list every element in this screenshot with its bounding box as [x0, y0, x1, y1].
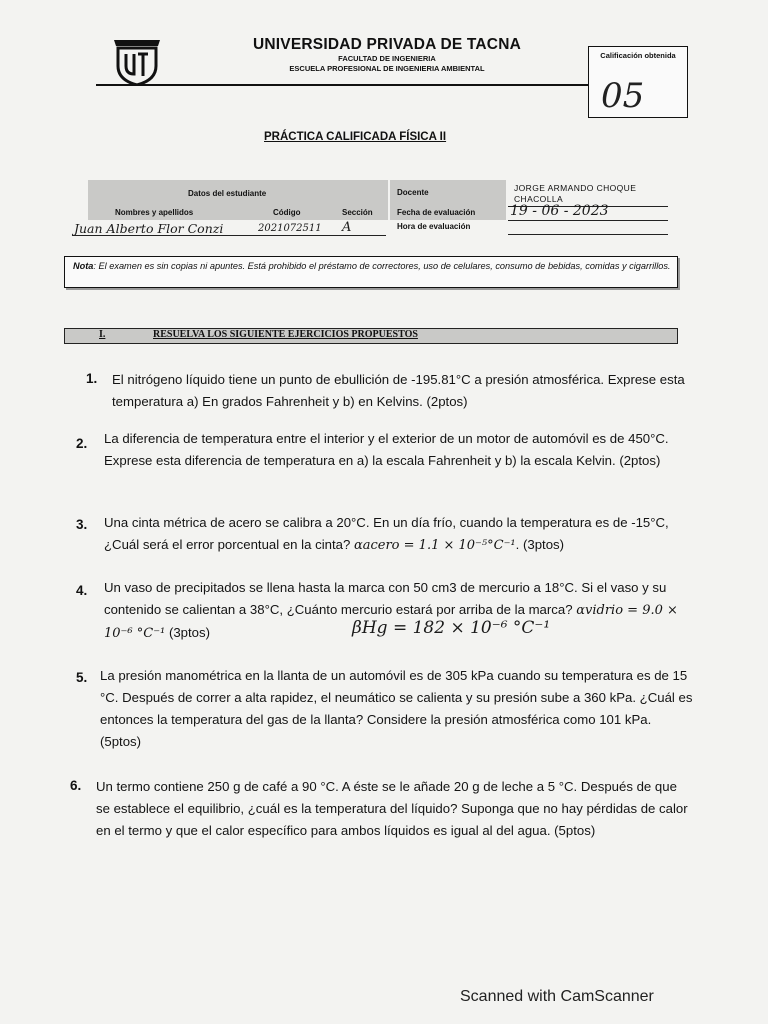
page-title: PRÁCTICA CALIFICADA FÍSICA II: [264, 131, 447, 143]
question-3: [104, 512, 696, 557]
exam-note: [64, 256, 678, 288]
question-text: La presión manométrica en la llanta de un automóvil es de 305 kPa cuando su temperatura es de 15 °C. Después de correr a alta rapidez, el neumático se calienta y su presión sube a 360 kPa. ¿Cuál es entonces la temperatura del gas de la llanta? Considere la presión atmosférica como 101 kPa. (5ptos): [100, 668, 693, 749]
grade-label: Calificación obtenida: [600, 51, 676, 60]
student-name-value: Juan Alberto Flor Conzi: [74, 221, 224, 236]
teacher-label: Docente: [397, 188, 429, 197]
note-text: : El examen es sin copias ni apuntes. Está prohibido el préstamo de correctores, uso de celulares, consumo de bebidas, comidas y cigarrillos.: [93, 261, 671, 271]
section-label: Sección: [342, 208, 373, 217]
student-section-value: A: [342, 220, 352, 235]
faculty-name: FACULTAD DE INGENIERIA: [338, 54, 436, 63]
table-line: [508, 220, 668, 221]
question-text: El nitrógeno líquido tiene un punto de ebullición de -195.81°C a presión atmosférica. Exprese esta temperatura a) En grados Fahrenheit y b) en Kelvins. (2ptos): [112, 372, 685, 409]
question-text: Una cinta métrica de acero se calibra a 20°C. En un día frío, cuando la temperatura es de -15°C, ¿Cuál será el error porcentual en la cinta?: [104, 515, 669, 552]
question-number: 1.: [86, 371, 98, 386]
question-points: . (3ptos): [515, 537, 565, 552]
eval-time-label: Hora de evaluación: [397, 222, 471, 231]
code-label: Código: [273, 208, 301, 217]
eval-date-label: Fecha de evaluación: [397, 208, 476, 217]
question-points: (3ptos): [165, 625, 210, 640]
section-header: [64, 328, 678, 344]
question-text: Un vaso de precipitados se llena hasta la marca con 50 cm3 de mercurio a 18°C. Si el vaso y su contenido se calientan a 38°C, ¿Cuánto mercurio estará por arriba de la marca?: [104, 580, 667, 617]
question-number: 5.: [76, 670, 88, 685]
section-number: I.: [99, 329, 106, 340]
question-formula: αvidrio = 9.0 × 10⁻⁶ °C⁻¹: [104, 603, 678, 641]
question-text: Un termo contiene 250 g de café a 90 °C. A éste se le añade 20 g de leche a 5 °C. Después de que se establece el equilibrio, ¿cuál es la temperatura del líquido? Suponga que no hay pérdidas de calor en el termo y que el calor específico para ambos líquidos es igual al del agua. (5ptos): [96, 779, 688, 838]
question-number: 4.: [76, 583, 88, 598]
university-logo-icon: [108, 36, 166, 86]
names-label: Nombres y apellidos: [115, 208, 194, 217]
table-line: [508, 234, 668, 235]
student-data-label: Datos del estudiante: [188, 189, 267, 198]
scanner-watermark: Scanned with CamScanner: [460, 988, 654, 1005]
grade-score: [597, 73, 677, 113]
student-code-value: 2021072511: [258, 223, 322, 234]
note-label: Nota: [73, 261, 94, 271]
teacher-value: JORGE ARMANDO CHOQUE CHACOLLA: [514, 183, 637, 204]
header-divider: [96, 84, 588, 86]
eval-date-value: 19 - 06 - 2023: [510, 203, 609, 219]
question-formula: αacero = 1.1 × 10⁻⁵°C⁻¹: [353, 538, 516, 553]
section-title: RESUELVA LOS SIGUIENTE EJERCICIOS PROPUESTOS: [153, 329, 418, 340]
table-line: [72, 235, 386, 236]
university-name: UNIVERSIDAD PRIVADA DE TACNA: [253, 36, 521, 53]
question-text: La diferencia de temperatura entre el interior y el exterior de un motor de automóvil es de 450°C. Exprese esta diferencia de temperatura en a) la escala Fahrenheit y b) la escala Kelvin. (2ptos): [104, 431, 669, 468]
question-number: 6.: [70, 778, 82, 793]
school-name: ESCUELA PROFESIONAL DE INGENIERIA AMBIENTAL: [289, 64, 485, 73]
handwritten-note: βHg = 182 × 10⁻⁶ °C⁻¹: [352, 618, 551, 638]
svg-text:05: 05: [601, 76, 645, 113]
question-number: 2.: [76, 436, 88, 451]
grade-box: [588, 46, 688, 118]
question-number: 3.: [76, 517, 88, 532]
